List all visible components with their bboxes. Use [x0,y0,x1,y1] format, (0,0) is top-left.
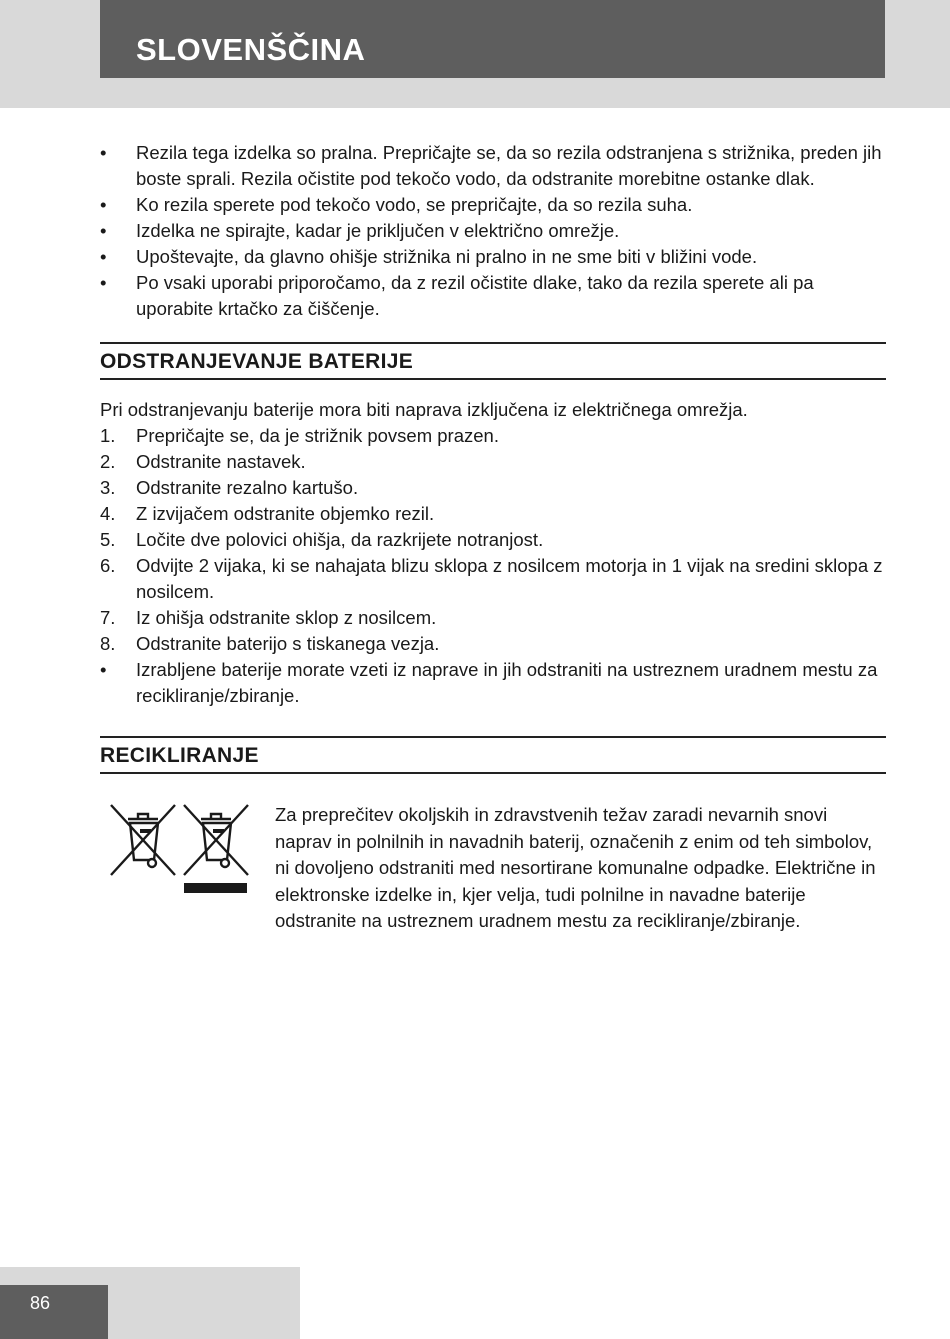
list-item [100,218,886,244]
list-item-text: Po vsaki uporabi priporočamo, da z rezil očistite dlake, tako da rezila sperete ali pa uporabite krtačko za čiščenje. [136,272,814,319]
step-item [100,657,886,709]
step-item [100,527,886,553]
step-number: 3. [100,477,116,498]
step-text: Odvijte 2 vijaka, ki se nahajata blizu sklopa z nosilcem motorja in 1 vijak na sredini sklopa z nosilcem. [136,555,883,602]
step-text: Iz ohišja odstranite sklop z nosilcem. [136,607,437,628]
step-number: 5. [100,529,116,550]
step-item [100,553,886,605]
header-tab [100,0,885,78]
list-item [100,192,886,218]
step-text: Izrabljene baterije morate vzeti iz naprave in jih odstraniti na ustreznem uradnem mestu za recikliranje/zbiranje. [136,659,878,706]
step-number: 6. [100,555,116,576]
list-marker: • [100,272,107,293]
battery-section-heading: ODSTRANJEVANJE BATERIJE [100,350,414,373]
step-text: Prepričajte se, da je strižnik povsem prazen. [136,425,499,446]
recycling-section-heading: RECIKLIRANJE [100,744,259,767]
page-title: SLOVENŠČINA [136,32,366,67]
step-item [100,501,886,527]
list-item [100,244,886,270]
page-number: 86 [30,1293,51,1313]
step-number: 1. [100,425,116,446]
list-marker: • [100,142,107,163]
step-number: 4. [100,503,116,524]
battery-steps [100,423,886,709]
list-item-text: Rezila tega izdelka so pralna. Prepričajte se, da so rezila odstranjena s strižnika, preden jih boste sprali. Rezila očistite pod tekočo vodo, da odstranite morebitne ostanke dlak. [136,142,882,189]
step-number: 8. [100,633,116,654]
step-bullet: • [100,659,107,680]
step-text: Odstranite nastavek. [136,451,306,472]
care-list [100,140,886,322]
step-item [100,475,886,501]
list-marker: • [100,246,107,267]
step-number: 7. [100,607,116,628]
step-number: 2. [100,451,116,472]
step-text: Odstranite baterijo s tiskanega vezja. [136,633,440,654]
list-item-text: Ko rezila sperete pod tekočo vodo, se prepričajte, da so rezila suha. [136,194,693,215]
list-marker: • [100,220,107,241]
list-item-text: Izdelka ne spirajte, kadar je priključen v električno omrežje. [136,220,620,241]
list-item [100,140,886,192]
step-text: Z izvijačem odstranite objemko rezil. [136,503,435,524]
step-item [100,423,886,449]
battery-intro: Pri odstranjevanju baterije mora biti naprava izključena iz električnega omrežja. [100,399,748,420]
header-band [0,0,950,108]
list-item [100,270,886,322]
list-marker: • [100,194,107,215]
step-item [100,631,886,657]
battery-section-heading-bar [100,342,886,380]
step-item [100,449,886,475]
footer-tab [0,1285,108,1339]
list-item-text: Upoštevajte, da glavno ohišje strižnika ni pralno in ne sme biti v bližini vode. [136,246,758,267]
crossed-bin-with-bar-icon [181,802,251,896]
step-text: Ločite dve polovici ohišja, da razkrijete notranjost. [136,529,544,550]
step-text: Odstranite rezalno kartušo. [136,477,359,498]
recycling-text: Za preprečitev okoljskih in zdravstvenih težav zaradi nevarnih snovi naprav in polnilnih in navadnih baterij, označenih z enim od teh simbolov, ni dovoljeno odstraniti med nesortirane komunalne odpadke. Električne in elektronske izdelke in, kjer velja, tudi polnilne in navadne baterije odstranite na ustreznem uradnem mestu za recikliranje/zbiranje. [275,804,876,932]
recycling-section-heading-bar [100,736,886,774]
step-item [100,605,886,631]
crossed-bin-icon [108,802,178,878]
